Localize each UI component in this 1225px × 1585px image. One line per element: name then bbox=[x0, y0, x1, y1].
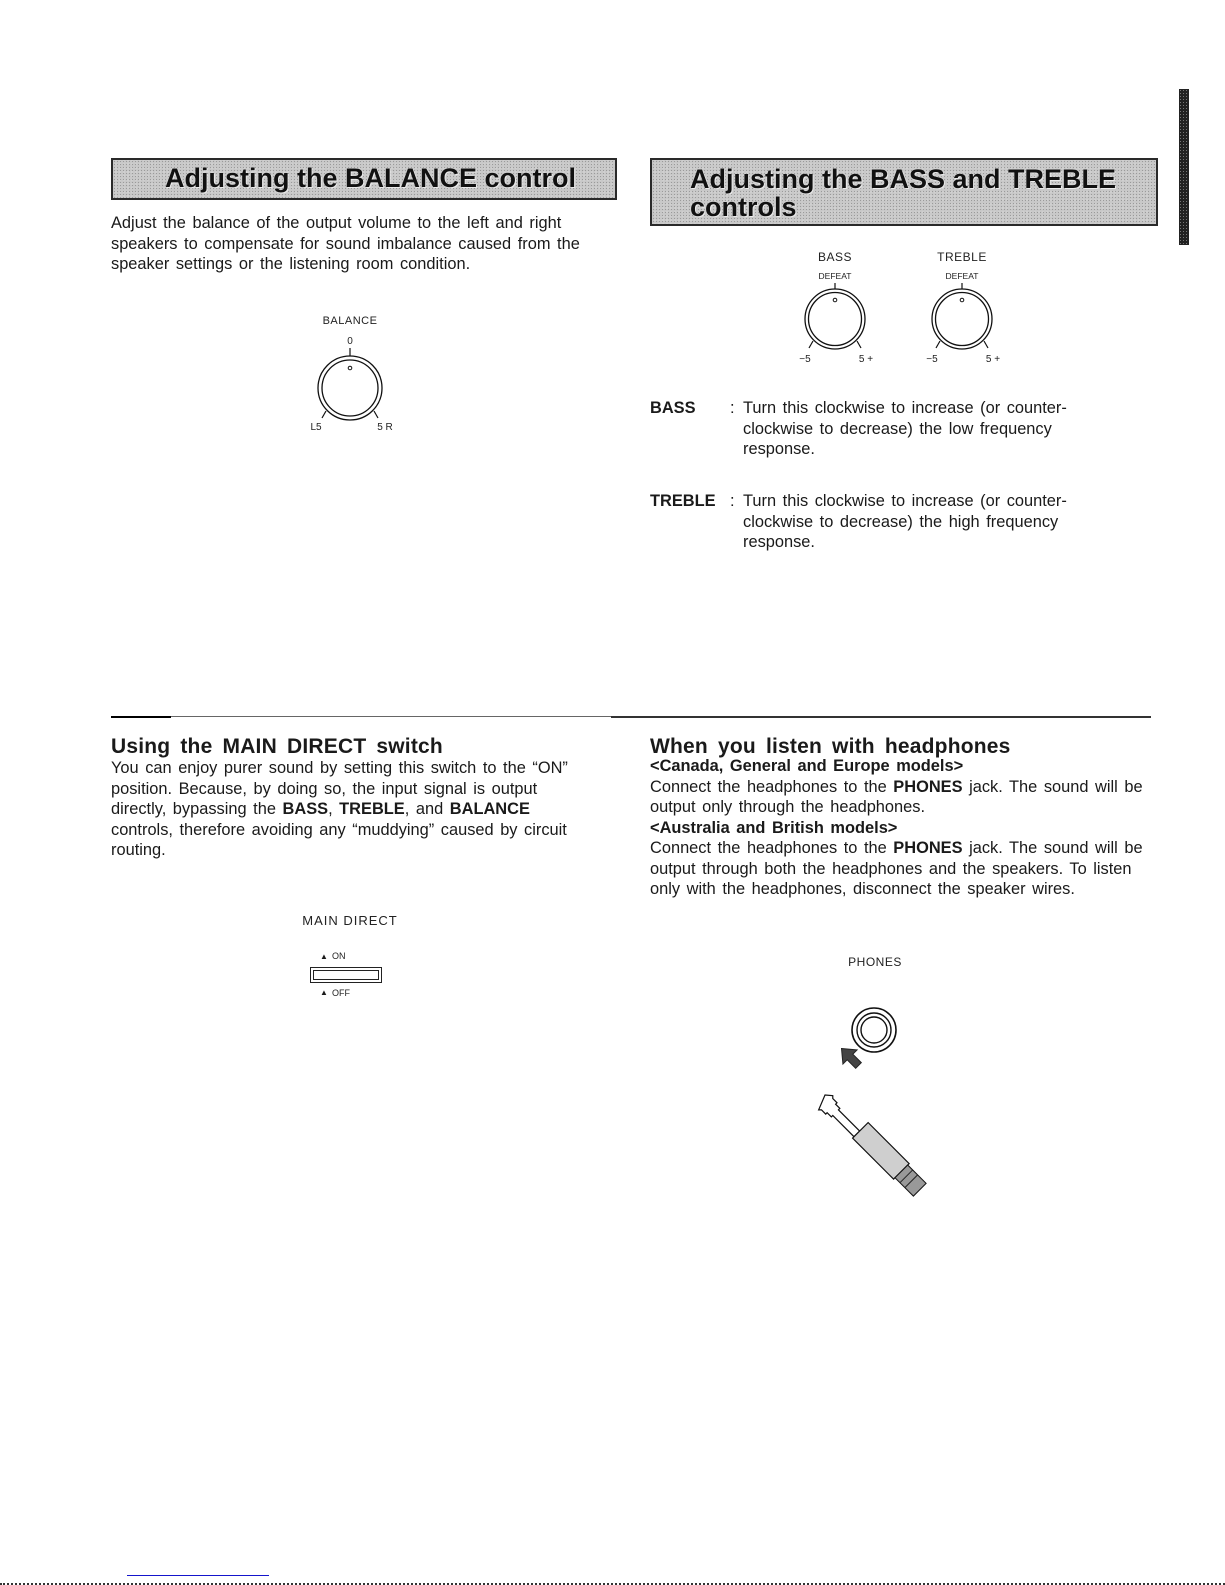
headphones-australia-post: jack. The sound will be output through both the headphones and the speakers. To listen only with the headphones, disconnect the speaker wires. bbox=[650, 839, 1143, 898]
main-direct-section-title: Using the MAIN DIRECT switch bbox=[111, 735, 443, 758]
bass-left-mark: −5 bbox=[799, 354, 811, 365]
main-direct-body-part2: controls, therefore avoiding any “muddying” caused by circuit routing. bbox=[111, 820, 567, 859]
bass-description bbox=[650, 398, 1150, 468]
bass-text: Turn this clockwise to increase (or counter-clockwise to decrease) the low frequency response. bbox=[743, 399, 1067, 458]
main-direct-sep2: , and bbox=[404, 800, 450, 818]
headphones-subheading-australia: <Australia and British models> bbox=[650, 818, 898, 837]
phones-label: PHONES bbox=[848, 955, 902, 969]
bass-treble-title-line1: Adjusting the BASS and TREBLE bbox=[690, 164, 1117, 194]
footer-link-underline bbox=[127, 1575, 269, 1576]
balance-knob-diagram bbox=[290, 312, 410, 442]
balance-section-body: Adjust the balance of the output volume to the left and right speakers to compensate for sound imbalance caused from the speaker settings or the listening room condition. bbox=[111, 214, 580, 273]
balance-knob-icon bbox=[310, 346, 390, 432]
bass-defeat-mark: DEFEAT bbox=[818, 271, 852, 281]
bass-treble-title-line2: controls bbox=[690, 192, 797, 222]
switch-released-icon: ▲ bbox=[320, 988, 328, 997]
bass-term: BASS bbox=[650, 399, 696, 417]
treble-colon: : bbox=[730, 492, 735, 510]
headphones-canada-post: jack. The sound will be output only through the headphones. bbox=[650, 777, 1143, 816]
headphones-subheading-canada: <Canada, General and Europe models> bbox=[650, 757, 964, 775]
balance-section-title: Adjusting the BALANCE control bbox=[111, 158, 617, 200]
headphones-text-australia bbox=[650, 838, 1150, 900]
treble-knob-label: TREBLE bbox=[937, 250, 987, 264]
switch-off-label: OFF bbox=[332, 988, 350, 998]
headphones-australia-phones-bold: PHONES bbox=[893, 839, 963, 857]
main-direct-body-part1: You can enjoy purer sound by setting this switch to the “ON” position. Because, by doing so, the input signal is output directly, bypassing the bbox=[111, 759, 568, 818]
bass-knob-label: BASS bbox=[817, 250, 852, 264]
bass-right-mark: 5 + bbox=[858, 354, 874, 365]
bass-treble-section-title bbox=[650, 158, 1158, 226]
headphones-section-title: When you listen with headphones bbox=[650, 735, 1011, 758]
balance-left-mark: L5 bbox=[310, 422, 322, 433]
treble-description bbox=[650, 491, 1150, 561]
headphones-canada-phones-bold: PHONES bbox=[893, 777, 963, 796]
phones-jack-diagram bbox=[700, 950, 940, 1200]
headphones-canada-pre: Connect the headphones to the bbox=[650, 777, 894, 796]
bass-knob-diagram bbox=[785, 248, 885, 373]
main-direct-switch-diagram bbox=[280, 910, 420, 1005]
bass-knob-icon bbox=[795, 281, 875, 363]
treble-term: TREBLE bbox=[650, 492, 716, 510]
treble-text: Turn this clockwise to increase (or counter-clockwise to decrease) the high frequency response. bbox=[743, 492, 1067, 551]
treble-knob-diagram bbox=[912, 248, 1012, 373]
page-edge-tab-marker bbox=[1179, 89, 1189, 245]
balance-top-mark: 0 bbox=[347, 336, 353, 347]
headphones-australia-pre: Connect the headphones to the bbox=[650, 839, 894, 857]
balance-knob-label: BALANCE bbox=[322, 315, 378, 327]
main-direct-sep1: , bbox=[328, 800, 340, 818]
treble-knob-icon bbox=[922, 281, 1002, 363]
balance-right-mark: 5 R bbox=[377, 422, 393, 433]
headphones-section-body bbox=[650, 756, 1150, 900]
main-direct-bold-bass: BASS bbox=[282, 800, 329, 818]
treble-left-mark: −5 bbox=[926, 354, 938, 365]
headphones-text-canada bbox=[650, 777, 1150, 818]
main-direct-label: MAIN DIRECT bbox=[302, 913, 398, 928]
switch-pressed-icon: ▲ bbox=[320, 952, 328, 961]
treble-right-mark: 5 + bbox=[985, 354, 1001, 365]
switch-on-label: ON bbox=[332, 951, 346, 961]
main-direct-section-body bbox=[111, 758, 591, 861]
main-direct-switch bbox=[310, 967, 382, 983]
main-direct-bold-treble: TREBLE bbox=[339, 800, 405, 818]
treble-defeat-mark: DEFEAT bbox=[945, 271, 979, 281]
section-divider bbox=[111, 716, 1151, 717]
bass-colon: : bbox=[730, 399, 735, 417]
main-direct-bold-balance: BALANCE bbox=[449, 800, 530, 818]
phones-jack-icon bbox=[700, 950, 940, 1200]
